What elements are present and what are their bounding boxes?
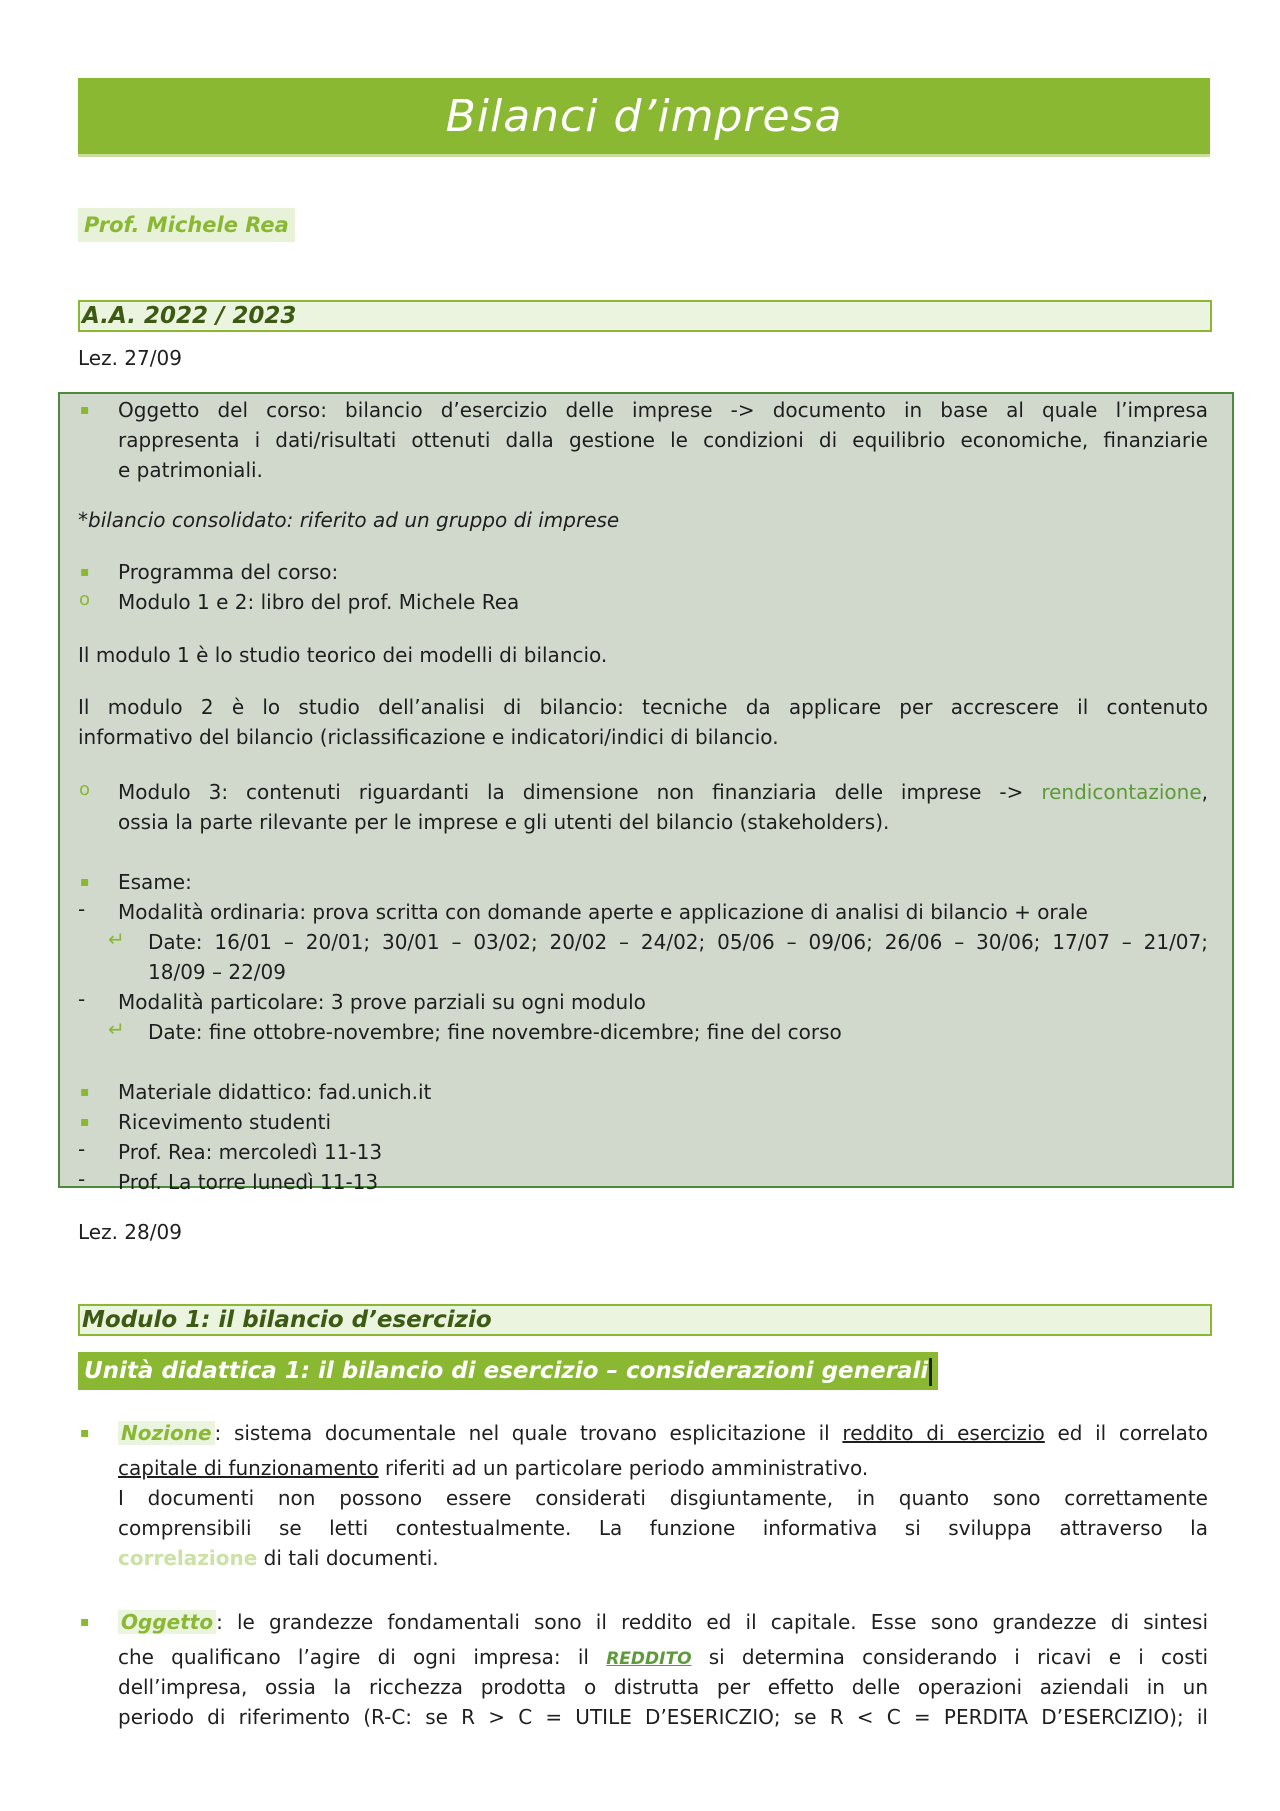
nozione-line2 xyxy=(118,1453,1208,1483)
return-arrow-icon: ↵ xyxy=(108,927,125,951)
office-hours-rea: Prof. Rea: mercoledì 11-13 xyxy=(118,1140,383,1164)
reddito-term: REDDITO xyxy=(606,1649,692,1669)
capitale-funzionamento-term: capitale di funzionamento xyxy=(118,1456,379,1480)
circle-bullet-icon: o xyxy=(79,589,91,610)
module-3-line1 xyxy=(118,777,1208,807)
oggetto-text-2a: che qualificano l’agire di ogni impresa: il xyxy=(118,1645,589,1669)
program-heading: Programma del corso: xyxy=(118,560,339,584)
nozione-text: : sistema documentale nel quale trovano esplicitazione il xyxy=(214,1421,830,1445)
module-2-description-line2: informativo del bilancio (riclassificazione e indicatori/indici di bilancio. xyxy=(78,725,779,749)
ordinary-dates-line1: Date: 16/01 – 20/01; 30/01 – 03/02; 20/02 – 24/02; 05/06 – 09/06; 26/06 – 30/06; 17/07 – 21/07; xyxy=(148,930,1208,954)
module-1-description: Il modulo 1 è lo studio teorico dei modelli di bilancio. xyxy=(78,643,608,667)
nozione-line4: comprensibili se letti contestualmente. La funzione informativa si sviluppa attraverso la xyxy=(118,1516,1208,1540)
oggetto-text: : le grandezze fondamentali sono il reddito ed il capitale. Esse sono grandezze di sintesi xyxy=(216,1610,1208,1634)
course-object-line3: e patrimoniali. xyxy=(118,458,263,482)
square-bullet-icon: ▪ xyxy=(80,1614,90,1630)
oggetto-line2 xyxy=(118,1642,1208,1674)
nozione-text-end: ed il correlato xyxy=(1057,1421,1208,1445)
ordinary-dates-line2: 18/09 – 22/09 xyxy=(148,960,286,984)
unit-1-heading xyxy=(78,1352,938,1390)
module-3-line2: ossia la parte rilevante per le imprese e gli utenti del bilancio (stakeholders). xyxy=(118,810,890,834)
nozione-line5 xyxy=(118,1543,1208,1573)
exam-heading: Esame: xyxy=(118,870,192,894)
square-bullet-icon: ▪ xyxy=(80,1114,90,1130)
office-hours-heading: Ricevimento studenti xyxy=(118,1110,332,1134)
oggetto-line3: dell’impresa, ossia la ricchezza prodotta o distrutta per effetto delle operazioni aziendali in un xyxy=(118,1675,1208,1699)
square-bullet-icon: ▪ xyxy=(80,564,90,580)
professor-label: Prof. Michele Rea xyxy=(78,208,295,242)
nozione-line3: I documenti non possono essere considerati disgiuntamente, in quanto sono correttamente xyxy=(118,1486,1208,1510)
dash-bullet: - xyxy=(78,1137,86,1161)
nozione-text-2: riferiti ad un particolare periodo amministrativo. xyxy=(384,1456,869,1480)
oggetto-line1 xyxy=(118,1607,1208,1637)
module-2-description-line1: Il modulo 2 è lo studio dell’analisi di bilancio: tecniche da applicare per accrescere il contenuto xyxy=(78,695,1208,719)
rendicontazione-term: rendicontazione xyxy=(1041,780,1202,804)
course-object-line2: rappresenta i dati/risultati ottenuti dalla gestione le condizioni di equilibrio economiche, finanziarie xyxy=(118,428,1208,452)
oggetto-label: Oggetto xyxy=(118,1610,216,1634)
nozione-label: Nozione xyxy=(118,1421,215,1445)
course-object-line1: Oggetto del corso: bilancio d’esercizio delle imprese -> documento in base al quale l’impresa xyxy=(118,398,1208,422)
dash-bullet: - xyxy=(78,897,86,921)
module-3-text: Modulo 3: contenuti riguardanti la dimensione non finanziaria delle imprese -> xyxy=(118,780,1024,804)
correlazione-term: correlazione xyxy=(118,1546,258,1570)
ordinary-mode: Modalità ordinaria: prova scritta con domande aperte e applicazione di analisi di bilancio + orale xyxy=(118,900,1088,924)
square-bullet-icon: ▪ xyxy=(80,874,90,890)
office-hours-latorre: Prof. La torre lunedì 11-13 xyxy=(118,1170,379,1194)
text-cursor xyxy=(929,1358,932,1386)
particular-mode: Modalità particolare: 3 prove parziali su ogni modulo xyxy=(118,990,646,1014)
square-bullet-icon: ▪ xyxy=(80,402,90,418)
module-1-2-item: Modulo 1 e 2: libro del prof. Michele Rea xyxy=(118,590,520,614)
oggetto-line4: periodo di riferimento (R-C: se R > C = UTILE D’ESERICZIO; se R < C = PERDITA D’ESERCIZIO); il xyxy=(118,1705,1208,1729)
teaching-material: Materiale didattico: fad.unich.it xyxy=(118,1080,432,1104)
dash-bullet: - xyxy=(78,987,86,1011)
nozione-line1 xyxy=(118,1418,1208,1448)
consolidated-note: *bilancio consolidato: riferito ad un gruppo di imprese xyxy=(78,508,620,532)
square-bullet-icon: ▪ xyxy=(80,1425,90,1441)
document-title: Bilanci d’impresa xyxy=(445,90,843,142)
reddito-esercizio-term: reddito di esercizio xyxy=(842,1421,1045,1445)
square-bullet-icon: ▪ xyxy=(80,1084,90,1100)
module-3-comma: , xyxy=(1201,780,1208,804)
lesson-date-2: Lez. 28/09 xyxy=(78,1220,182,1244)
circle-bullet-icon: o xyxy=(79,779,91,800)
title-banner xyxy=(78,78,1210,157)
dash-bullet: - xyxy=(78,1167,86,1191)
particular-dates: Date: fine ottobre-novembre; fine novembre-dicembre; fine del corso xyxy=(148,1020,842,1044)
module-1-heading: Modulo 1: il bilancio d’esercizio xyxy=(78,1304,1212,1336)
lesson-date-1: Lez. 27/09 xyxy=(78,346,182,370)
academic-year-heading: A.A. 2022 / 2023 xyxy=(78,300,1212,332)
oggetto-text-2b: si determina considerando i ricavi e i costi xyxy=(708,1645,1209,1669)
nozione-text-5: di tali documenti. xyxy=(263,1546,439,1570)
return-arrow-icon: ↵ xyxy=(108,1017,125,1041)
unit-1-heading-text: Unità didattica 1: il bilancio di esercizio – considerazioni generali xyxy=(84,1358,929,1384)
